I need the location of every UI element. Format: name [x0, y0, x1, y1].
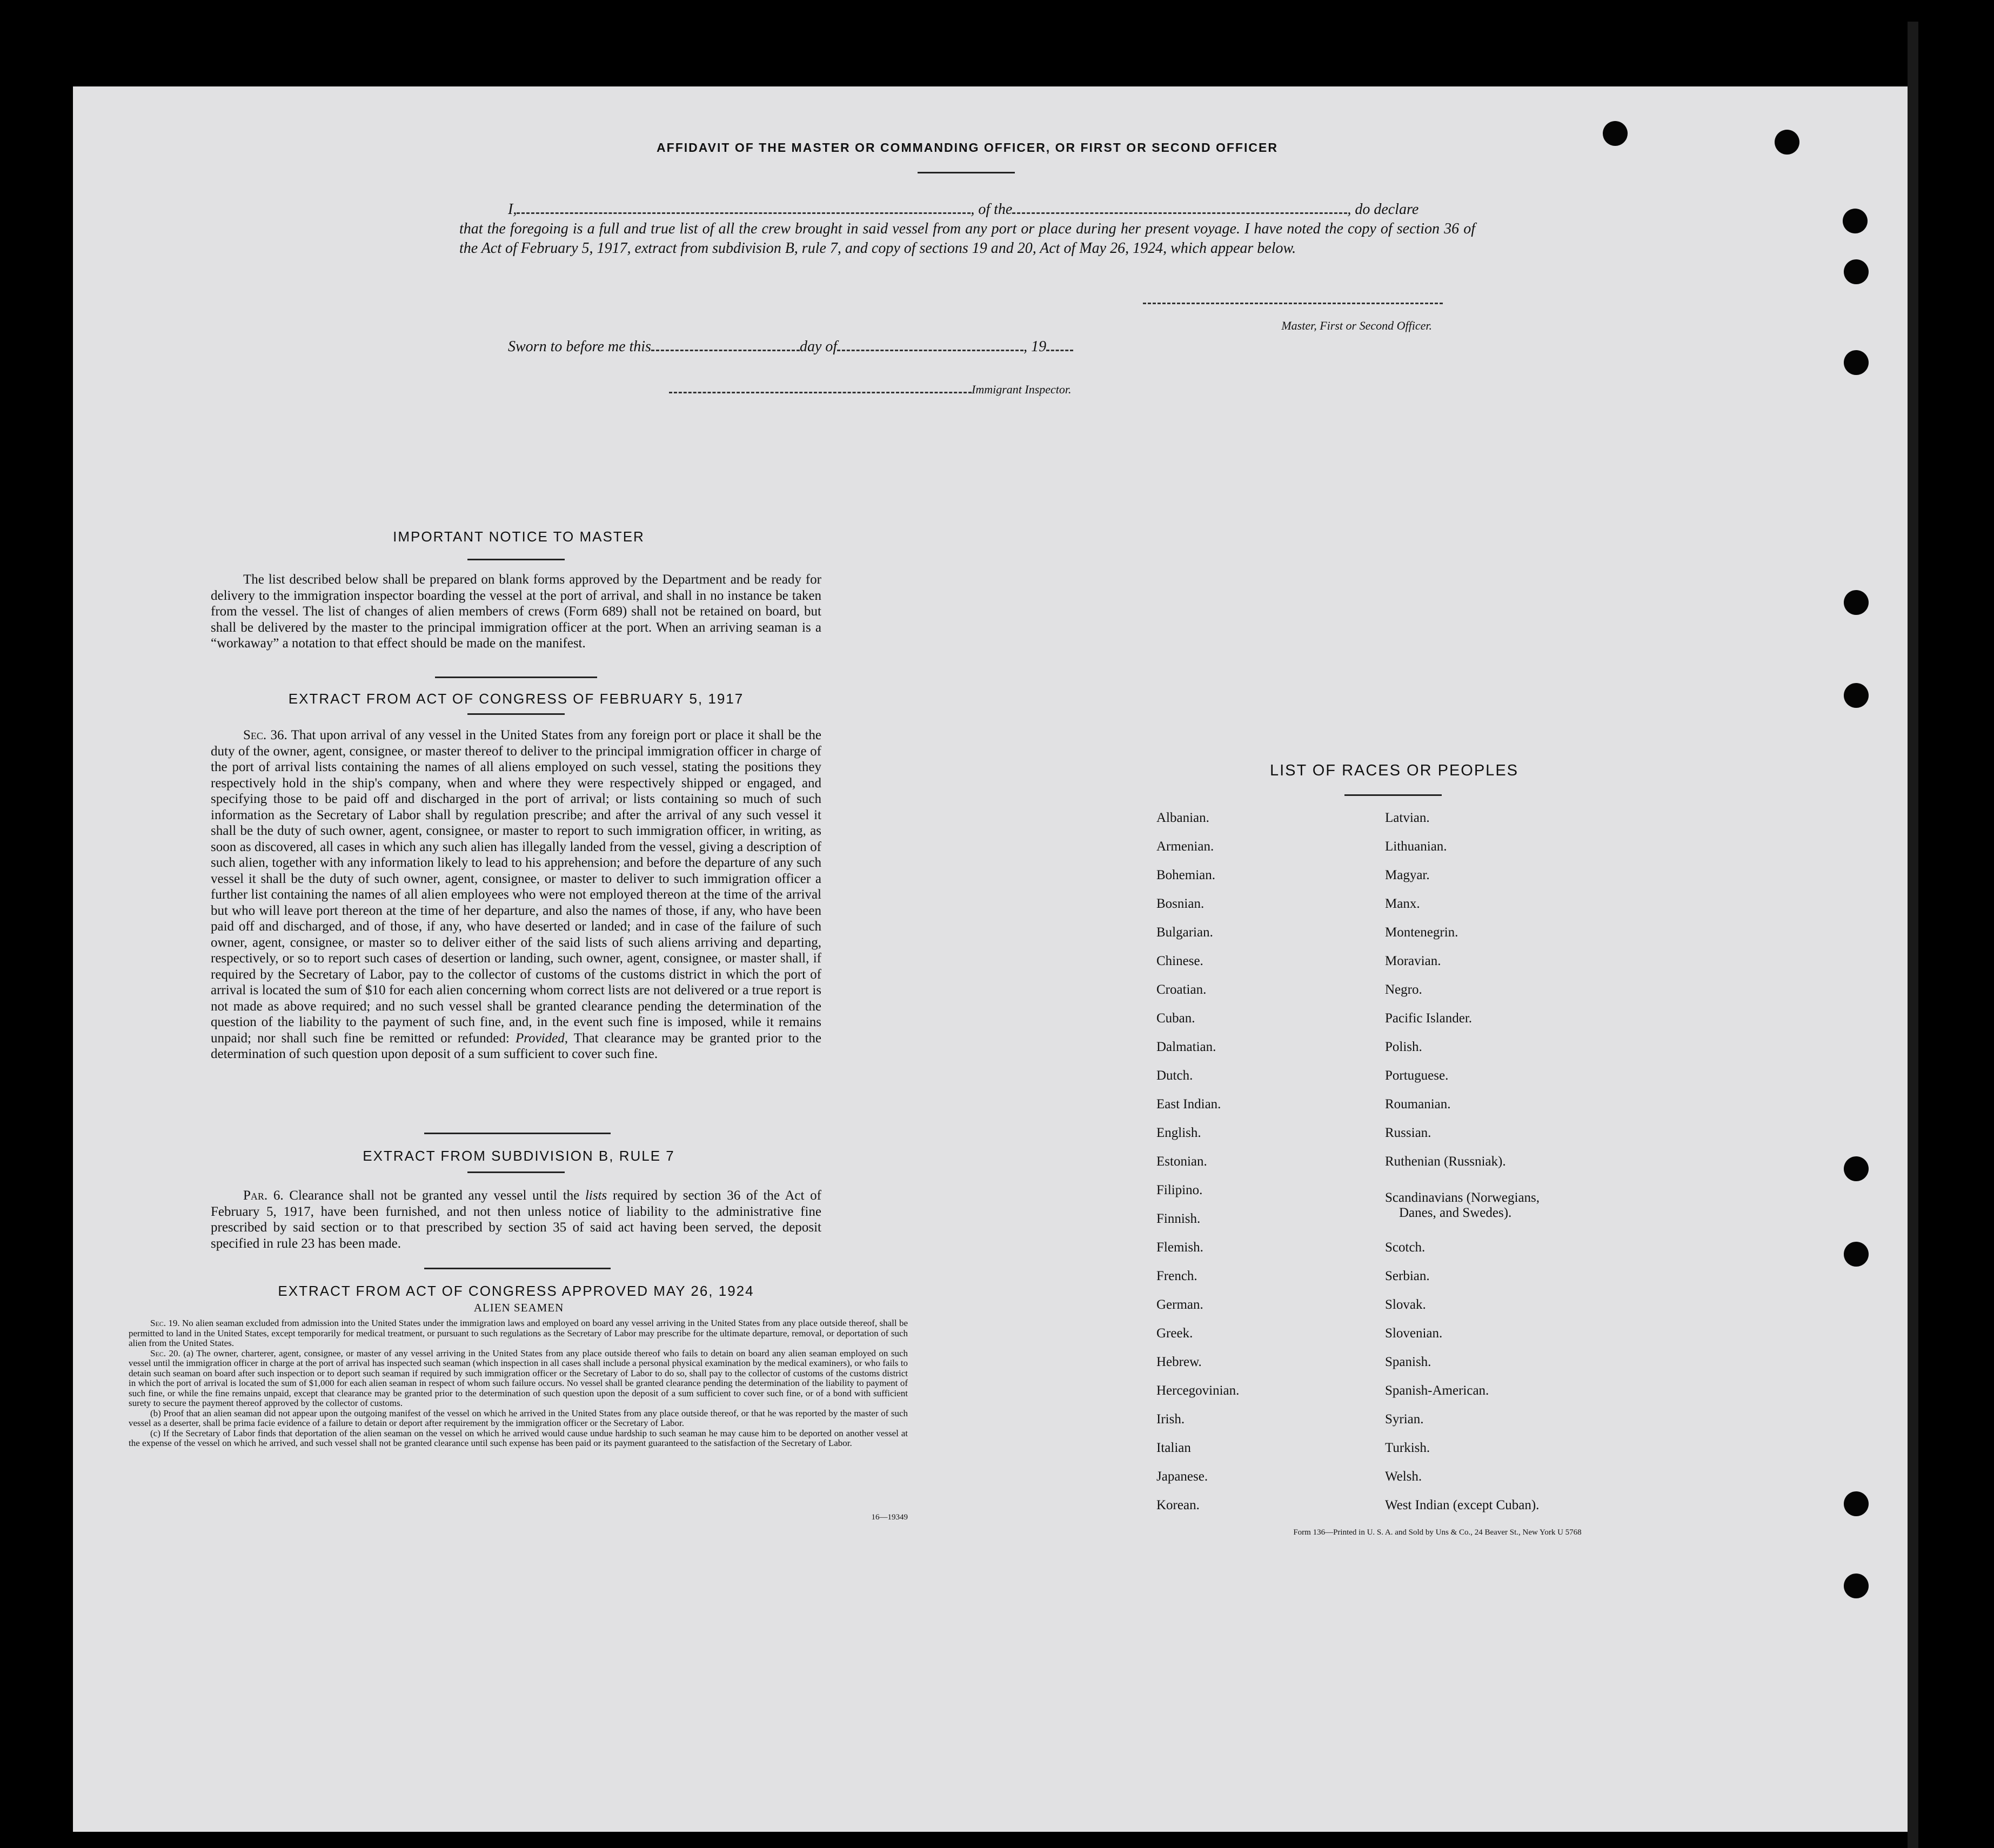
- section-20c: (c) If the Secretary of Labor finds that deportation of the alien seaman on the vessel on which he arrived would cause undue hardship to such seaman he may cause him to be deported on another vessel at the expense of the vessel on which he arrived, and such vessel shall not be granted clearance until such expense has been paid or its payment guaranteed to the satisfaction of the Secretary of Labor.: [129, 1428, 908, 1448]
- paragraph-text-a: Clearance shall not be granted any vessel until the: [289, 1188, 580, 1203]
- scan-edge: [1908, 22, 1918, 1848]
- race-item: Cuban.: [1156, 1011, 1195, 1026]
- punch-hole: [1843, 209, 1868, 233]
- sworn-month-field[interactable]: [837, 350, 1023, 351]
- punch-hole: [1844, 1491, 1869, 1516]
- race-item: Magyar.: [1385, 868, 1430, 882]
- race-item: Moravian.: [1385, 954, 1441, 968]
- races-title: LIST OF RACES OR PEOPLES: [1269, 762, 1519, 779]
- paragraph-text-b: required by section 36 of the Act of February 5, 1917, have been furnished, and not then unless notice of liability to the administrative fine prescribed by said section or to that prescribed by section 35 of said act having been served, the deposit specified in rule 23 has been made.: [211, 1188, 821, 1251]
- affidavit-title: AFFIDAVIT OF THE MASTER OR COMMANDING OFFICER, OR FIRST OR SECOND OFFICER: [657, 140, 1278, 155]
- punch-hole: [1775, 130, 1799, 155]
- punch-hole: [1603, 121, 1628, 146]
- form-footer: Form 136—Printed in U. S. A. and Sold by Uns & Co., 24 Beaver St., New York U 5768: [1293, 1528, 1582, 1537]
- day-of-label: day of: [799, 338, 838, 355]
- act-1924-sections: [129, 1318, 908, 1449]
- race-item: Dutch.: [1156, 1068, 1193, 1083]
- section-19-label: Sec. 19.: [150, 1318, 180, 1328]
- punch-hole: [1844, 259, 1869, 284]
- year-label: , 19: [1023, 338, 1047, 355]
- race-item: Flemish.: [1156, 1240, 1203, 1255]
- rule-7-paragraph: [211, 1188, 821, 1251]
- race-item: Greek.: [1156, 1326, 1193, 1341]
- races-right-column: [1385, 811, 1644, 1524]
- race-item: Hebrew.: [1156, 1355, 1202, 1369]
- race-item: Albanian.: [1156, 811, 1209, 825]
- declarant-name-field[interactable]: [517, 212, 971, 214]
- divider: [1344, 794, 1442, 796]
- form-code: 16—19349: [871, 1513, 908, 1522]
- sworn-day-field[interactable]: [651, 350, 800, 351]
- race-item: French.: [1156, 1269, 1197, 1283]
- master-signature-label: Master, First or Second Officer.: [1281, 319, 1432, 332]
- race-item: Italian: [1156, 1441, 1191, 1455]
- race-item: Serbian.: [1385, 1269, 1430, 1283]
- race-item: Filipino.: [1156, 1183, 1203, 1197]
- affidavit-declaration-block: [459, 200, 1475, 258]
- section-label: Sec. 36.: [243, 728, 287, 742]
- inspector-signature-field[interactable]: [669, 392, 972, 393]
- race-item: Slovenian.: [1385, 1326, 1443, 1341]
- section-20-label: Sec. 20.: [150, 1348, 180, 1358]
- race-item: Portuguese.: [1385, 1068, 1449, 1083]
- punch-hole: [1844, 683, 1869, 708]
- divider: [435, 677, 597, 678]
- race-item: Syrian.: [1385, 1412, 1424, 1427]
- sworn-line: [508, 338, 1210, 356]
- section-20b: (b) Proof that an alien seaman did not appear upon the outgoing manifest of the vessel on which he arrived in the United States from any place outside thereof, or that he was reported by the master of such vessel as a deserter, shall be prima facie evidence of a failure to detain or deport after requirement by the immigration officer or the Secretary of Labor.: [129, 1408, 908, 1428]
- race-item: Irish.: [1156, 1412, 1185, 1427]
- master-signature-field[interactable]: [1143, 303, 1443, 304]
- punch-hole: [1844, 350, 1869, 375]
- sworn-label: Sworn to before me this: [508, 338, 651, 355]
- do-declare-label: , do declare: [1347, 201, 1419, 218]
- race-item: Turkish.: [1385, 1441, 1430, 1455]
- of-the-label: , of the: [971, 201, 1013, 218]
- act-1917-section-36: [211, 727, 821, 1062]
- declarant-label: I,: [508, 201, 517, 218]
- notice-title: IMPORTANT NOTICE TO MASTER: [393, 528, 645, 545]
- race-item: German.: [1156, 1297, 1203, 1312]
- race-item: Korean.: [1156, 1498, 1200, 1512]
- punch-hole: [1844, 590, 1869, 615]
- race-item: Bulgarian.: [1156, 925, 1213, 940]
- race-item: Montenegrin.: [1385, 925, 1458, 940]
- divider: [424, 1133, 611, 1134]
- race-item: Armenian.: [1156, 839, 1214, 854]
- punch-hole: [1844, 1574, 1869, 1598]
- race-item: Estonian.: [1156, 1154, 1207, 1169]
- race-item: Japanese.: [1156, 1469, 1208, 1484]
- notice-text: The list described below shall be prepared on blank forms approved by the Department and be ready for delivery to the immigration inspector boarding the vessel at the port of arrival, and shall in no instance be taken from the vessel. The list of changes of alien members of crews (Form 689) shall not be retained on board, but shall be delivered by the master to the principal immigration officer at the port. When an arriving seaman is a “workaway” a notation to that effect should be made on the manifest.: [211, 572, 821, 651]
- rule-7-title: EXTRACT FROM SUBDIVISION B, RULE 7: [363, 1148, 675, 1164]
- race-item: Welsh.: [1385, 1469, 1422, 1484]
- section-19: [129, 1318, 908, 1349]
- punch-hole: [1844, 1156, 1869, 1181]
- race-item: Bosnian.: [1156, 896, 1205, 911]
- race-item: Manx.: [1385, 896, 1420, 911]
- paragraph-label: Par. 6.: [243, 1188, 284, 1203]
- race-item: Spanish.: [1385, 1355, 1431, 1369]
- inspector-line: [669, 383, 1155, 397]
- race-item: Polish.: [1385, 1040, 1422, 1054]
- section-36-text: That upon arrival of any vessel in the United States from any foreign port or place it shall be the duty of the owner, agent, consignee, or master thereof to deliver to the principal immigration officer in charge of the port of arrival lists containing the names of all aliens employed on such vessel, stating the positions they respectively hold in the ship's company, when and where they were respectively shipped or engaged, and specifying those to be paid off and discharged in the port of arrival; or lists containing so much of such information as the Secretary of Labor shall by regulation prescribe; and after the arrival of any such vessel it shall be the duty of such owner, agent, consignee, or master to report to such immigration officer, in writing, as soon as discovered, all cases in which any such alien has illegally landed from the vessel, giving a description of such alien, together with any information likely to lead to his apprehension; and before the departure of any such vessel it shall be the duty of such owner, agent, consignee, or master to deliver to such immigration officer a further list containing the names of all alien employees who were not employed thereon at the time of the arrival but who will leave port thereon at the time of her departure, and also the names of those, if any, who have been paid off and discharged, and of those, if any, who have deserted or landed; and in case of the failure of such owner, agent, consignee, or master so to deliver either of the said lists of such aliens arriving and departing, respectively, or so to report such cases of desertion or landing, such owner, agent, consignee, or master shall, if required by the Secretary of Labor, pay to the collector of customs of the customs district in which the port of arrival is located the sum of $10 for each alien concerning whom correct lists are not delivered or a true report is not made as above required; and no such vessel shall be granted clearance pending the determination of the question of the liability to the payment of such fine, and, in the event such fine is imposed, while it remains unpaid; nor shall such fine be remitted or refunded:: [211, 728, 821, 1046]
- race-item: West Indian (except Cuban).: [1385, 1498, 1540, 1512]
- race-item: Scandinavians (Norwegians,: [1385, 1190, 1540, 1205]
- divider: [424, 1268, 611, 1269]
- race-item: Roumanian.: [1385, 1097, 1451, 1112]
- race-item: Dalmatian.: [1156, 1040, 1216, 1054]
- race-item: Ruthenian (Russniak).: [1385, 1154, 1506, 1169]
- sworn-year-field[interactable]: [1046, 350, 1073, 351]
- race-item: Danes, and Swedes).: [1399, 1206, 1512, 1220]
- race-item: Hercegovinian.: [1156, 1383, 1240, 1398]
- section-19-text: No alien seaman excluded from admission into the United States under the immigration laws and employed on board any vessel arriving in the United States from any place outside thereof, shall be permitted to land in the United States, except temporarily for medical treatment, or pursuant to such regulations as the Secretary of Labor may prescribe for the ultimate departure, removal, or deportation of such alien from the United States.: [129, 1318, 908, 1348]
- declaration-text: that the foregoing is a full and true list of all the crew brought in said vessel from any port or place during her present voyage. I have noted the copy of section 36 of the Act of February 5, 1917, extract from subdivision B, rule 7, and copy of sections 19 and 20, Act of May 26, 1924, which appear below.: [459, 220, 1475, 257]
- divider: [467, 713, 565, 715]
- races-left-column: [1156, 811, 1351, 1524]
- race-item: Scotch.: [1385, 1240, 1426, 1255]
- race-item: Spanish-American.: [1385, 1383, 1489, 1398]
- section-36-text-end: That clearance may be granted prior to the determination of such question upon deposit of a sum sufficient to cover such fine.: [211, 1030, 821, 1061]
- vessel-name-field[interactable]: [1012, 212, 1347, 214]
- race-item: East Indian.: [1156, 1097, 1221, 1112]
- act-1924-title: EXTRACT FROM ACT OF CONGRESS APPROVED MAY 26, 1924: [278, 1283, 754, 1299]
- race-item: Latvian.: [1385, 811, 1430, 825]
- race-item: Pacific Islander.: [1385, 1011, 1473, 1026]
- race-item: Negro.: [1385, 982, 1422, 997]
- race-item: Lithuanian.: [1385, 839, 1447, 854]
- race-item: Croatian.: [1156, 982, 1207, 997]
- act-1917-title: EXTRACT FROM ACT OF CONGRESS OF FEBRUARY 5, 1917: [288, 691, 744, 707]
- race-item: Chinese.: [1156, 954, 1203, 968]
- section-20a: [129, 1349, 908, 1409]
- act-1924-subtitle: ALIEN SEAMEN: [473, 1301, 564, 1314]
- inspector-label: Immigrant Inspector.: [972, 383, 1072, 396]
- race-item: Russian.: [1385, 1126, 1431, 1140]
- section-20a-text: (a) The owner, charterer, agent, consignee, or master of any vessel arriving in the United States from any place outside thereof who fails to detain on board any alien seaman employed on such vessel until the immigration officer in charge at the port of arrival has inspected such seaman (which inspection in all cases shall include a personal physical examination by the medical examiners), or who fails to detain such seaman on board after such inspection or to deport such seaman if required by such immigration officer or the Secretary of Labor to do so, shall pay to the collector of customs of the customs district in which the port of arrival is located the sum of $1,000 for each alien seaman in respect of whom such failure occurs. No vessel shall be granted clearance pending the determination of the liability to payment of such fine, or while the fine remains unpaid, except that clearance may be granted prior to the determination of such question upon the deposit of a sum sufficient to cover such fine, or of a bond with sufficient surety to secure the payment thereof approved by the collector of customs.: [129, 1348, 908, 1408]
- divider: [918, 172, 1015, 173]
- race-item: Finnish.: [1156, 1211, 1201, 1226]
- lists-word: lists: [585, 1188, 607, 1203]
- race-item: English.: [1156, 1126, 1201, 1140]
- provided-label: Provided,: [516, 1030, 568, 1046]
- race-item: Bohemian.: [1156, 868, 1216, 882]
- punch-hole: [1844, 1242, 1869, 1267]
- divider: [467, 559, 565, 560]
- divider: [467, 1171, 565, 1173]
- race-item: Slovak.: [1385, 1297, 1426, 1312]
